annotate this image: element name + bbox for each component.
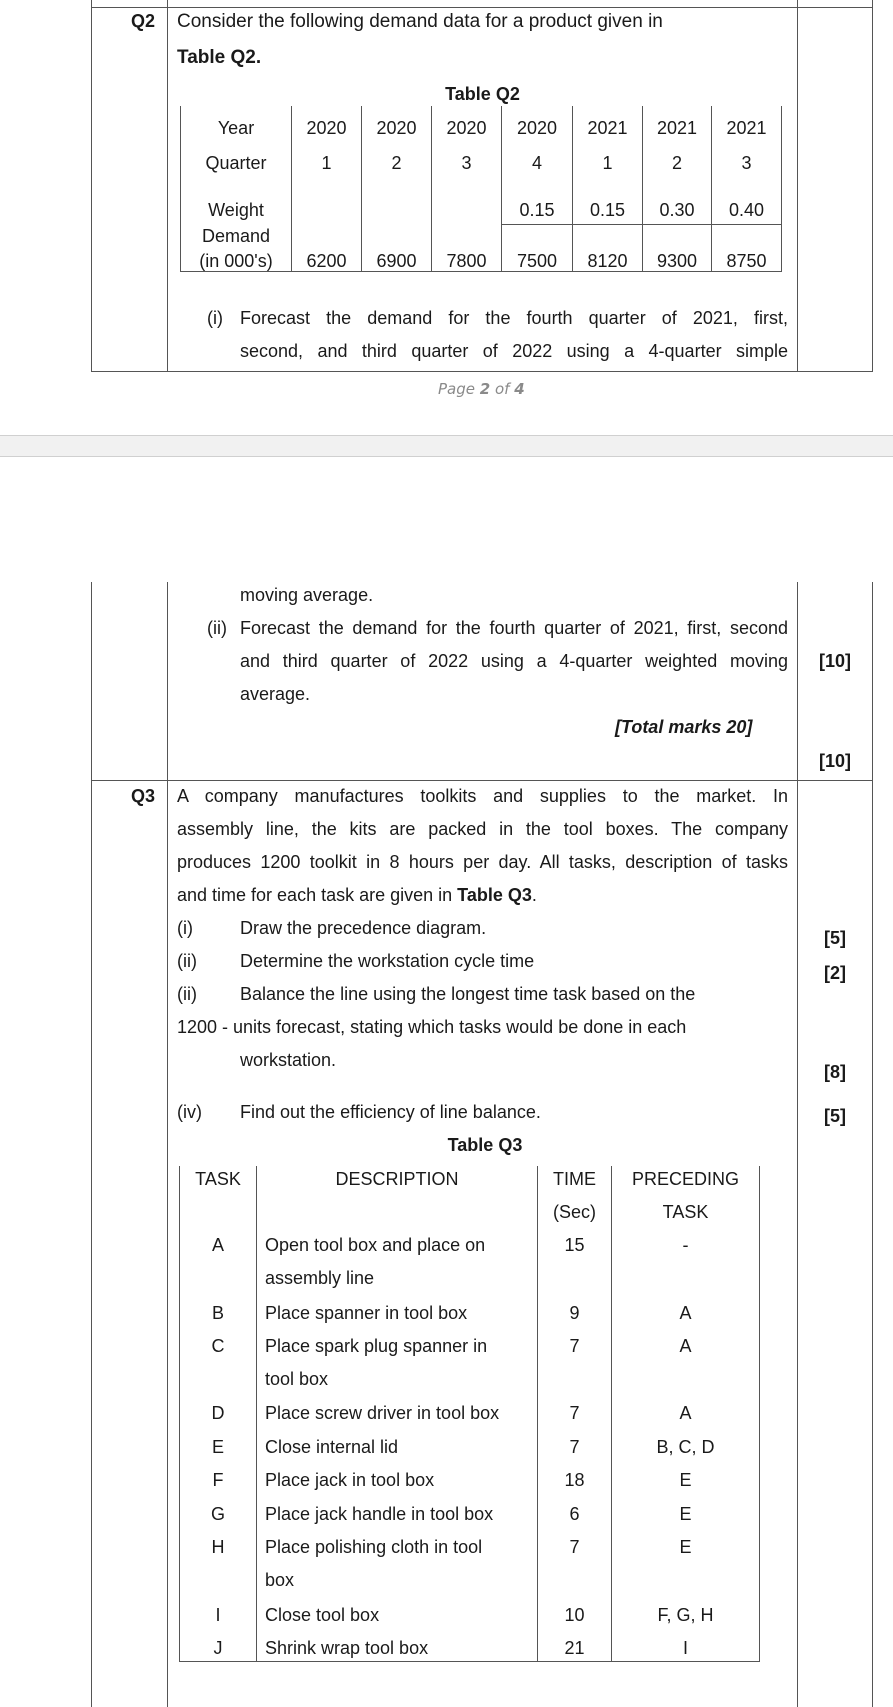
task-description: Close internal lid — [265, 1437, 399, 1457]
q2-part-i-label: (i) — [207, 308, 223, 328]
quarter-cell: 3 — [741, 153, 752, 173]
q3-part-label: (ii) — [177, 984, 197, 1004]
task-description: Shrink wrap tool box — [265, 1638, 429, 1658]
year-cell: 2020 — [516, 118, 558, 138]
q3-header-description: DESCRIPTION — [335, 1169, 459, 1189]
task-preceding: E — [679, 1537, 692, 1557]
quarter-cell: 3 — [461, 153, 472, 173]
year-cell: 2020 — [306, 118, 347, 138]
task-preceding: F, G, H — [657, 1605, 714, 1625]
weight-cell: 0.30 — [659, 200, 695, 220]
q2-intro: Consider the following demand data for a product given in — [177, 11, 663, 32]
q3-header-time-unit: (Sec) — [552, 1202, 596, 1222]
task-preceding: B, C, D — [656, 1437, 715, 1457]
quarter-cell: 1 — [602, 153, 613, 173]
task-description: Place jack handle in tool box — [265, 1504, 494, 1524]
task-id: A — [211, 1235, 224, 1255]
task-description-cont: assembly line — [265, 1268, 375, 1288]
q3-part-text: Draw the precedence diagram. — [240, 918, 487, 938]
q2-table-title: Table Q2 — [445, 84, 520, 104]
year-cell: 2020 — [446, 118, 487, 138]
q3-table-title: Table Q3 — [447, 1135, 523, 1155]
q2-part-marks: [10] — [818, 651, 851, 671]
task-preceding: - — [682, 1235, 689, 1255]
demand-cell: 7800 — [446, 251, 487, 271]
q3-intro-line: assembly line, the kits are packed in the tool boxes. The company — [177, 819, 788, 839]
q3-header-preceding: PRECEDING — [631, 1169, 739, 1189]
q2-part-ii-label: (ii) — [207, 618, 227, 638]
q2-part-ii-line3: average. — [240, 684, 311, 704]
task-id: B — [211, 1303, 224, 1323]
task-id: D — [211, 1403, 225, 1423]
weight-cell: 0.15 — [589, 200, 626, 220]
quarter-cell: 4 — [531, 153, 542, 173]
q3-part-text: Balance the line using the longest time task based on the — [240, 984, 696, 1004]
task-description: Close tool box — [265, 1605, 380, 1625]
task-id: J — [213, 1638, 223, 1658]
task-description: Open tool box and place on — [265, 1235, 486, 1255]
task-description-cont: tool box — [265, 1369, 329, 1389]
year-cell: 2021 — [587, 118, 628, 138]
page-gap — [0, 435, 893, 457]
year-cell: 2021 — [726, 118, 767, 138]
task-preceding: A — [679, 1303, 692, 1323]
demand-cell: 6900 — [376, 251, 417, 271]
year-cell: 2020 — [376, 118, 417, 138]
q3-part-marks: [8] — [824, 1062, 846, 1082]
year-cell: 2021 — [656, 118, 698, 138]
task-time: 21 — [564, 1638, 585, 1658]
task-id: I — [215, 1605, 221, 1625]
q3-intro-line: produces 1200 toolkit in 8 hours per day. All tasks, description of tasks — [177, 852, 788, 872]
q3-intro-last: and time for each task are given in Table Q3. — [177, 885, 537, 905]
task-time: 7 — [569, 1336, 580, 1356]
task-time: 10 — [564, 1605, 585, 1625]
q3-part3-line3: workstation. — [240, 1050, 337, 1070]
demand-cell: 8120 — [587, 251, 628, 271]
page-3 — [0, 457, 893, 1707]
q2-part-i-line3: moving average. — [240, 585, 374, 605]
q3-part3-line2: 1200 - units forecast, stating which tasks would be done in each — [177, 1017, 687, 1037]
q2-part-i-line1: Forecast the demand for the fourth quarter of 2021, first, — [240, 308, 788, 328]
q3-part-text: Determine the workstation cycle time — [240, 951, 535, 971]
q2-total-marks: [Total marks 20] — [615, 717, 753, 737]
task-description-cont: box — [265, 1570, 295, 1590]
q2-bottom-marks: [10] — [818, 751, 851, 771]
q2-part-ii-line2: and third quarter of 2022 using a 4-quarter weighted moving — [240, 651, 788, 671]
q3-part-label: (i) — [177, 918, 193, 938]
task-id: C — [211, 1336, 225, 1356]
task-time: 6 — [569, 1504, 580, 1524]
demand-cell: 7500 — [516, 251, 558, 271]
task-time: 9 — [569, 1303, 580, 1323]
task-description: Place spark plug spanner in — [265, 1336, 488, 1356]
task-description: Place spanner in tool box — [265, 1303, 468, 1323]
page-2 — [0, 0, 893, 430]
q3-header-time: TIME — [553, 1169, 596, 1189]
task-id: F — [212, 1470, 224, 1490]
task-preceding: I — [682, 1638, 688, 1658]
task-id: E — [211, 1437, 224, 1457]
q2-table-ref: Table Q2. — [177, 47, 262, 68]
demand-cell: 9300 — [656, 251, 698, 271]
task-time: 18 — [564, 1470, 585, 1490]
quarter-cell: 1 — [321, 153, 332, 173]
page-footer: Page 2 of 4 — [438, 380, 525, 398]
q3-part-label: (ii) — [177, 951, 197, 971]
task-id: G — [210, 1504, 225, 1524]
task-description: Place screw driver in tool box — [265, 1403, 500, 1423]
q2-part-ii-line1: Forecast the demand for the fourth quarter of 2021, first, second — [240, 618, 788, 638]
task-preceding: E — [679, 1504, 692, 1524]
row-header-year: Year — [217, 118, 255, 138]
task-preceding: E — [679, 1470, 692, 1490]
q3-part-marks: [2] — [824, 963, 846, 983]
q3-intro-line: A company manufactures toolkits and supplies to the market. In — [177, 786, 788, 806]
weight-cell: 0.40 — [728, 200, 765, 220]
q3-part-marks: [5] — [824, 928, 846, 948]
task-time: 15 — [564, 1235, 585, 1255]
q3-part-label: (iv) — [177, 1102, 202, 1122]
task-time: 7 — [569, 1403, 580, 1423]
task-time: 7 — [569, 1437, 580, 1457]
q3-number: Q3 — [131, 786, 156, 806]
q3-part-marks: [5] — [824, 1106, 846, 1126]
q3-header-task: TASK — [195, 1169, 241, 1189]
weight-cell: 0.15 — [519, 200, 555, 220]
row-header-quarter: Quarter — [205, 153, 267, 173]
task-id: H — [211, 1537, 225, 1557]
task-preceding: A — [679, 1336, 692, 1356]
quarter-cell: 2 — [391, 153, 402, 173]
q2-part-i-line2: second, and third quarter of 2022 using a 4-quarter simple — [240, 341, 788, 361]
task-preceding: A — [679, 1403, 692, 1423]
demand-cell: 8750 — [726, 251, 767, 271]
row-header-demand: Demand — [201, 226, 271, 246]
q2-number: Q2 — [131, 11, 156, 31]
row-header-demand-unit: (in 000's) — [199, 251, 273, 271]
q3-part-text: Find out the efficiency of line balance. — [240, 1102, 541, 1122]
task-description: Place jack in tool box — [265, 1470, 435, 1490]
row-header-weight: Weight — [208, 200, 264, 220]
task-description: Place polishing cloth in tool — [265, 1537, 483, 1557]
quarter-cell: 2 — [671, 153, 682, 173]
q3-header-preceding-task: TASK — [662, 1202, 709, 1222]
demand-cell: 6200 — [306, 251, 347, 271]
task-time: 7 — [569, 1537, 580, 1557]
